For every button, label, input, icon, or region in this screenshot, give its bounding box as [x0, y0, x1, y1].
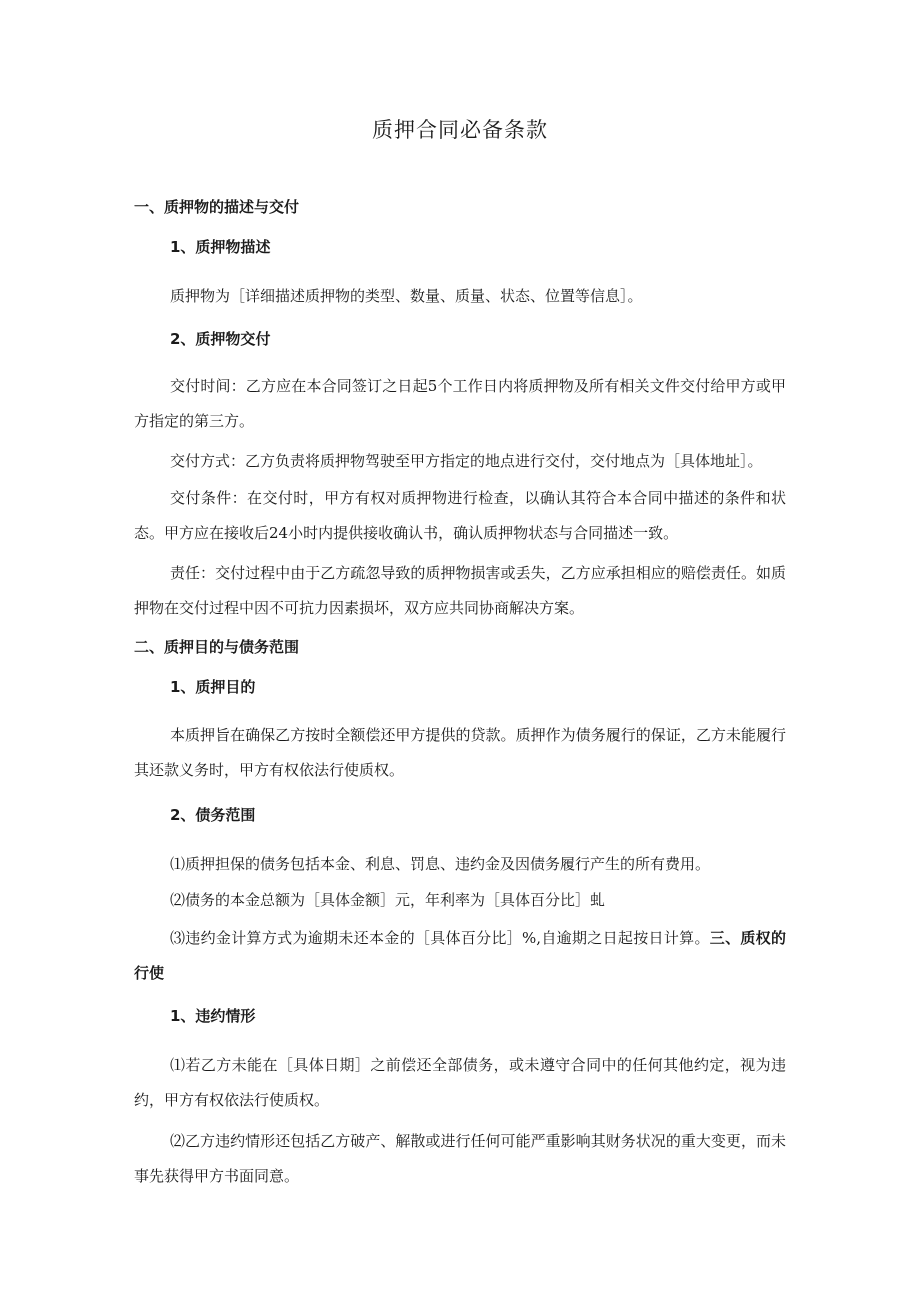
section-2-2-paragraph-2: ⑵债务的本金总额为［具体金额］元，年利率为［具体百分比］虬 — [170, 891, 606, 909]
section-2-2-paragraph-3-text: ⑶违约金计算方式为逾期未还本金的［具体百分比］%,自逾期之日起按日计算。 — [170, 929, 710, 947]
section-2-2-paragraph-1: ⑴质押担保的债务包括本金、利息、罚息、违约金及因债务履行产生的所有费用。 — [170, 855, 711, 873]
section-1-2-paragraph-4: 责任：交付过程中由于乙方疏忽导致的质押物损害或丢失，乙方应承担相应的赔偿责任。如质押物在交付过程中因不可抗力因素损坏，双方应共同协商解决方案。 — [134, 564, 786, 617]
section-3-1-heading: 1、违约情形 — [170, 1007, 256, 1025]
section-3-1-paragraph-2: ⑵乙方违约情形还包括乙方破产、解散或进行任何可能严重影响其财务状况的重大变更，而未事先获得甲方书面同意。 — [134, 1132, 786, 1185]
section-3-1-paragraph-1: ⑴若乙方未能在［具体日期］之前偿还全部债务，或未遵守合同中的任何其他约定，视为违约，甲方有权依法行使质权。 — [134, 1056, 786, 1109]
section-1-2-paragraph-2: 交付方式：乙方负责将质押物驾驶至甲方指定的地点进行交付，交付地点为［具体地址］。 — [170, 452, 763, 470]
section-1-heading: 一、质押物的描述与交付 — [134, 198, 300, 216]
section-3-heading: 三、质权的行使 — [134, 929, 786, 982]
section-1-1-heading: 1、质押物描述 — [170, 238, 271, 256]
section-1-2-paragraph-1: 交付时间：乙方应在本合同签订之日起5个工作日内将质押物及所有相关文件交付给甲方或甲方指定的第三方。 — [134, 377, 786, 430]
section-2-2-paragraph-3 — [134, 921, 786, 991]
section-2-1-paragraph-1: 本质押旨在确保乙方按时全额偿还甲方提供的贷款。质押作为债务履行的保证，乙方未能履行其还款义务时，甲方有权依法行使质权。 — [134, 726, 786, 779]
section-2-2-heading: 2、债务范围 — [170, 806, 256, 824]
section-1-1-paragraph-1: 质押物为［详细描述质押物的类型、数量、质量、状态、位置等信息］。 — [170, 287, 643, 305]
document-title: 质押合同必备条款 — [372, 118, 548, 142]
section-2-heading: 二、质押目的与债务范围 — [134, 638, 300, 656]
section-1-2-heading: 2、质押物交付 — [170, 330, 271, 348]
section-1-2-paragraph-3: 交付条件：在交付时，甲方有权对质押物进行检查，以确认其符合本合同中描述的条件和状态。甲方应在接收后24小时内提供接收确认书，确认质押物状态与合同描述一致。 — [134, 489, 786, 542]
section-2-1-heading: 1、质押目的 — [170, 678, 256, 696]
